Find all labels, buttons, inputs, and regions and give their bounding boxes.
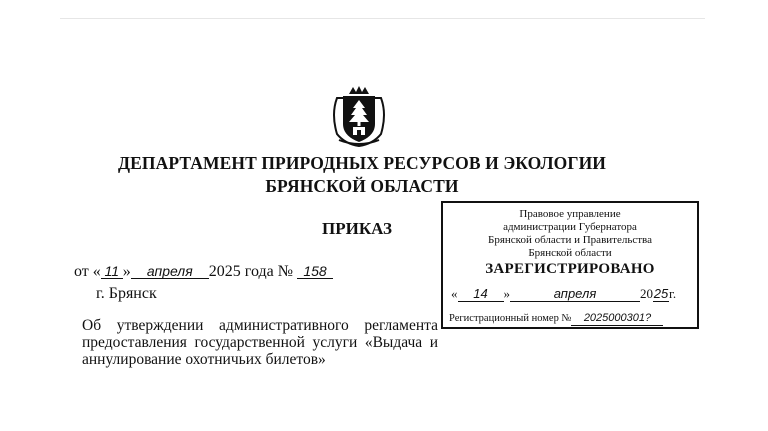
- stamp-reg-value: 2025000301?: [571, 311, 663, 326]
- order-date-number: [74, 263, 333, 281]
- order-month: апреля: [131, 264, 209, 279]
- stamp-year-suffix: 25: [653, 286, 669, 301]
- coat-of-arms-icon: [329, 84, 389, 148]
- department-line1: ДЕПАРТАМЕНТ ПРИРОДНЫХ РЕСУРСОВ И ЭКОЛОГИИ: [117, 153, 606, 173]
- stamp-org-line1: Правовое управление: [519, 208, 621, 220]
- order-mid: »: [122, 263, 131, 280]
- stamp-year-unit: г.: [669, 286, 677, 301]
- department-line2: БРЯНСКОЙ ОБЛАСТИ: [265, 176, 459, 196]
- stamp-reg-label: Регистрационный номер №: [449, 313, 572, 324]
- stamp-org-line3: Брянской области и Правительства: [488, 234, 652, 246]
- order-day: 11: [101, 264, 123, 279]
- stamp-status: ЗАРЕГИСТРИРОВАНО: [485, 261, 655, 277]
- registration-stamp: [441, 201, 699, 329]
- stamp-reg-number: [449, 311, 663, 326]
- order-prefix: от «: [74, 263, 101, 280]
- order-city: г. Брянск: [96, 285, 157, 302]
- doc-type-heading: ПРИКАЗ: [322, 219, 392, 238]
- department-title: [0, 152, 768, 198]
- stamp-month: апреля: [510, 287, 640, 302]
- order-subject: Об утверждении административного регламента предоставления государственной услуги «Выдача и аннулирование охотничьих билетов»: [82, 317, 438, 368]
- stamp-org-line2: администрации Губернатора: [503, 221, 637, 233]
- stamp-org-line4: Брянской области: [528, 247, 612, 259]
- order-year: 2025 года №: [208, 263, 293, 280]
- top-divider: [60, 18, 705, 19]
- stamp-date: « 14 » апреля 2025г.: [451, 286, 677, 301]
- stamp-organization: [443, 208, 697, 260]
- stamp-year-prefix: 20: [640, 286, 653, 301]
- order-number: 158: [297, 264, 333, 279]
- stamp-day: 14: [458, 287, 504, 302]
